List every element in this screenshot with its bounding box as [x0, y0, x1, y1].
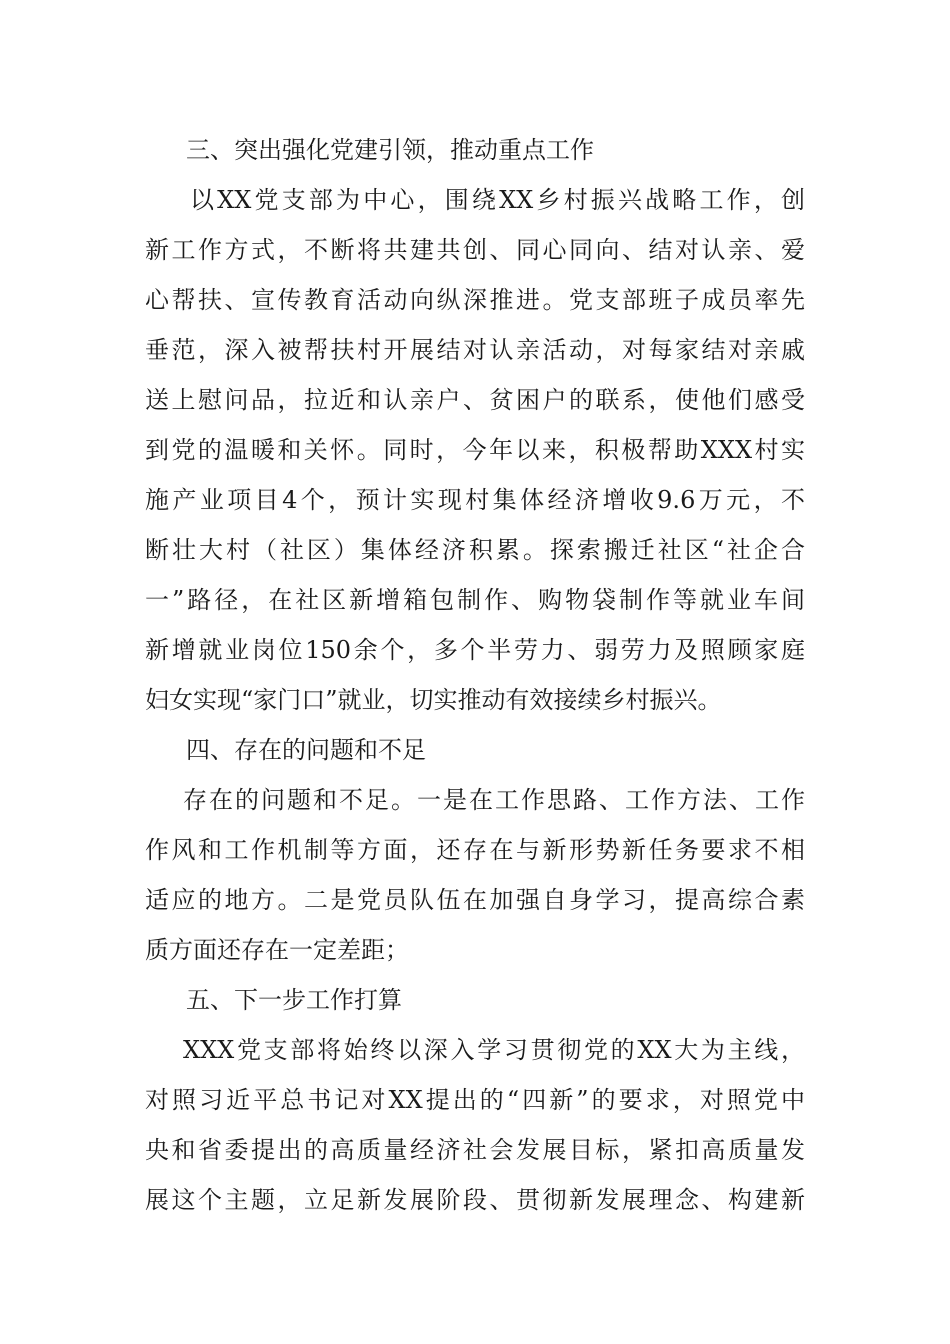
paragraph-line: 存在的问题和不足。一是在工作思路、工作方法、工作: [183, 786, 805, 814]
paragraph-line: 央和省委提出的高质量经济社会发展目标，紧扣高质量发: [145, 1136, 805, 1164]
paragraph-line: 垂范，深入被帮扶村开展结对认亲活动，对每家结对亲戚: [145, 336, 805, 364]
paragraph-line: 以XX党支部为中心，围绕XX乡村振兴战略工作，创: [190, 186, 805, 214]
paragraph-line: 质方面还存在一定差距；: [145, 936, 409, 964]
paragraph-line: 新增就业岗位150余个，多个半劳力、弱劳力及照顾家庭: [145, 636, 805, 664]
paragraph-line: 送上慰问品，拉近和认亲户、贫困户的联系，使他们感受: [145, 386, 805, 414]
paragraph-line: 施产业项目4个，预计实现村集体经济增收9.6万元，不: [145, 486, 805, 514]
paragraph-line: 新工作方式，不断将共建共创、同心同向、结对认亲、爱: [145, 236, 805, 264]
paragraph-line: 心帮扶、宣传教育活动向纵深推进。党支部班子成员率先: [145, 286, 805, 314]
paragraph-line: 作风和工作机制等方面，还存在与新形势新任务要求不相: [145, 836, 805, 864]
paragraph-line: 断壮大村（社区）集体经济积累。探索搬迁社区“社企合: [145, 536, 805, 564]
paragraph-line: 一”路径，在社区新增箱包制作、购物袋制作等就业车间: [145, 586, 805, 614]
paragraph-line: 适应的地方。二是党员队伍在加强自身学习，提高综合素: [145, 886, 805, 914]
paragraph-line: 对照习近平总书记对XX提出的“四新”的要求，对照党中: [145, 1086, 805, 1114]
section-heading-3: 三、突出强化党建引领，推动重点工作: [186, 136, 594, 164]
section-heading-4: 四、存在的问题和不足: [186, 736, 426, 764]
paragraph-line: 到党的温暖和关怀。同时，今年以来，积极帮助XXX村实: [145, 436, 805, 464]
section-heading-5: 五、下一步工作打算: [186, 986, 402, 1014]
paragraph-line: 展这个主题，立足新发展阶段、贯彻新发展理念、构建新: [145, 1186, 805, 1214]
paragraph-line: XXX党支部将始终以深入学习贯彻党的XX大为主线，: [183, 1036, 805, 1064]
paragraph-line: 妇女实现“家门口”就业，切实推动有效接续乡村振兴。: [145, 686, 722, 714]
